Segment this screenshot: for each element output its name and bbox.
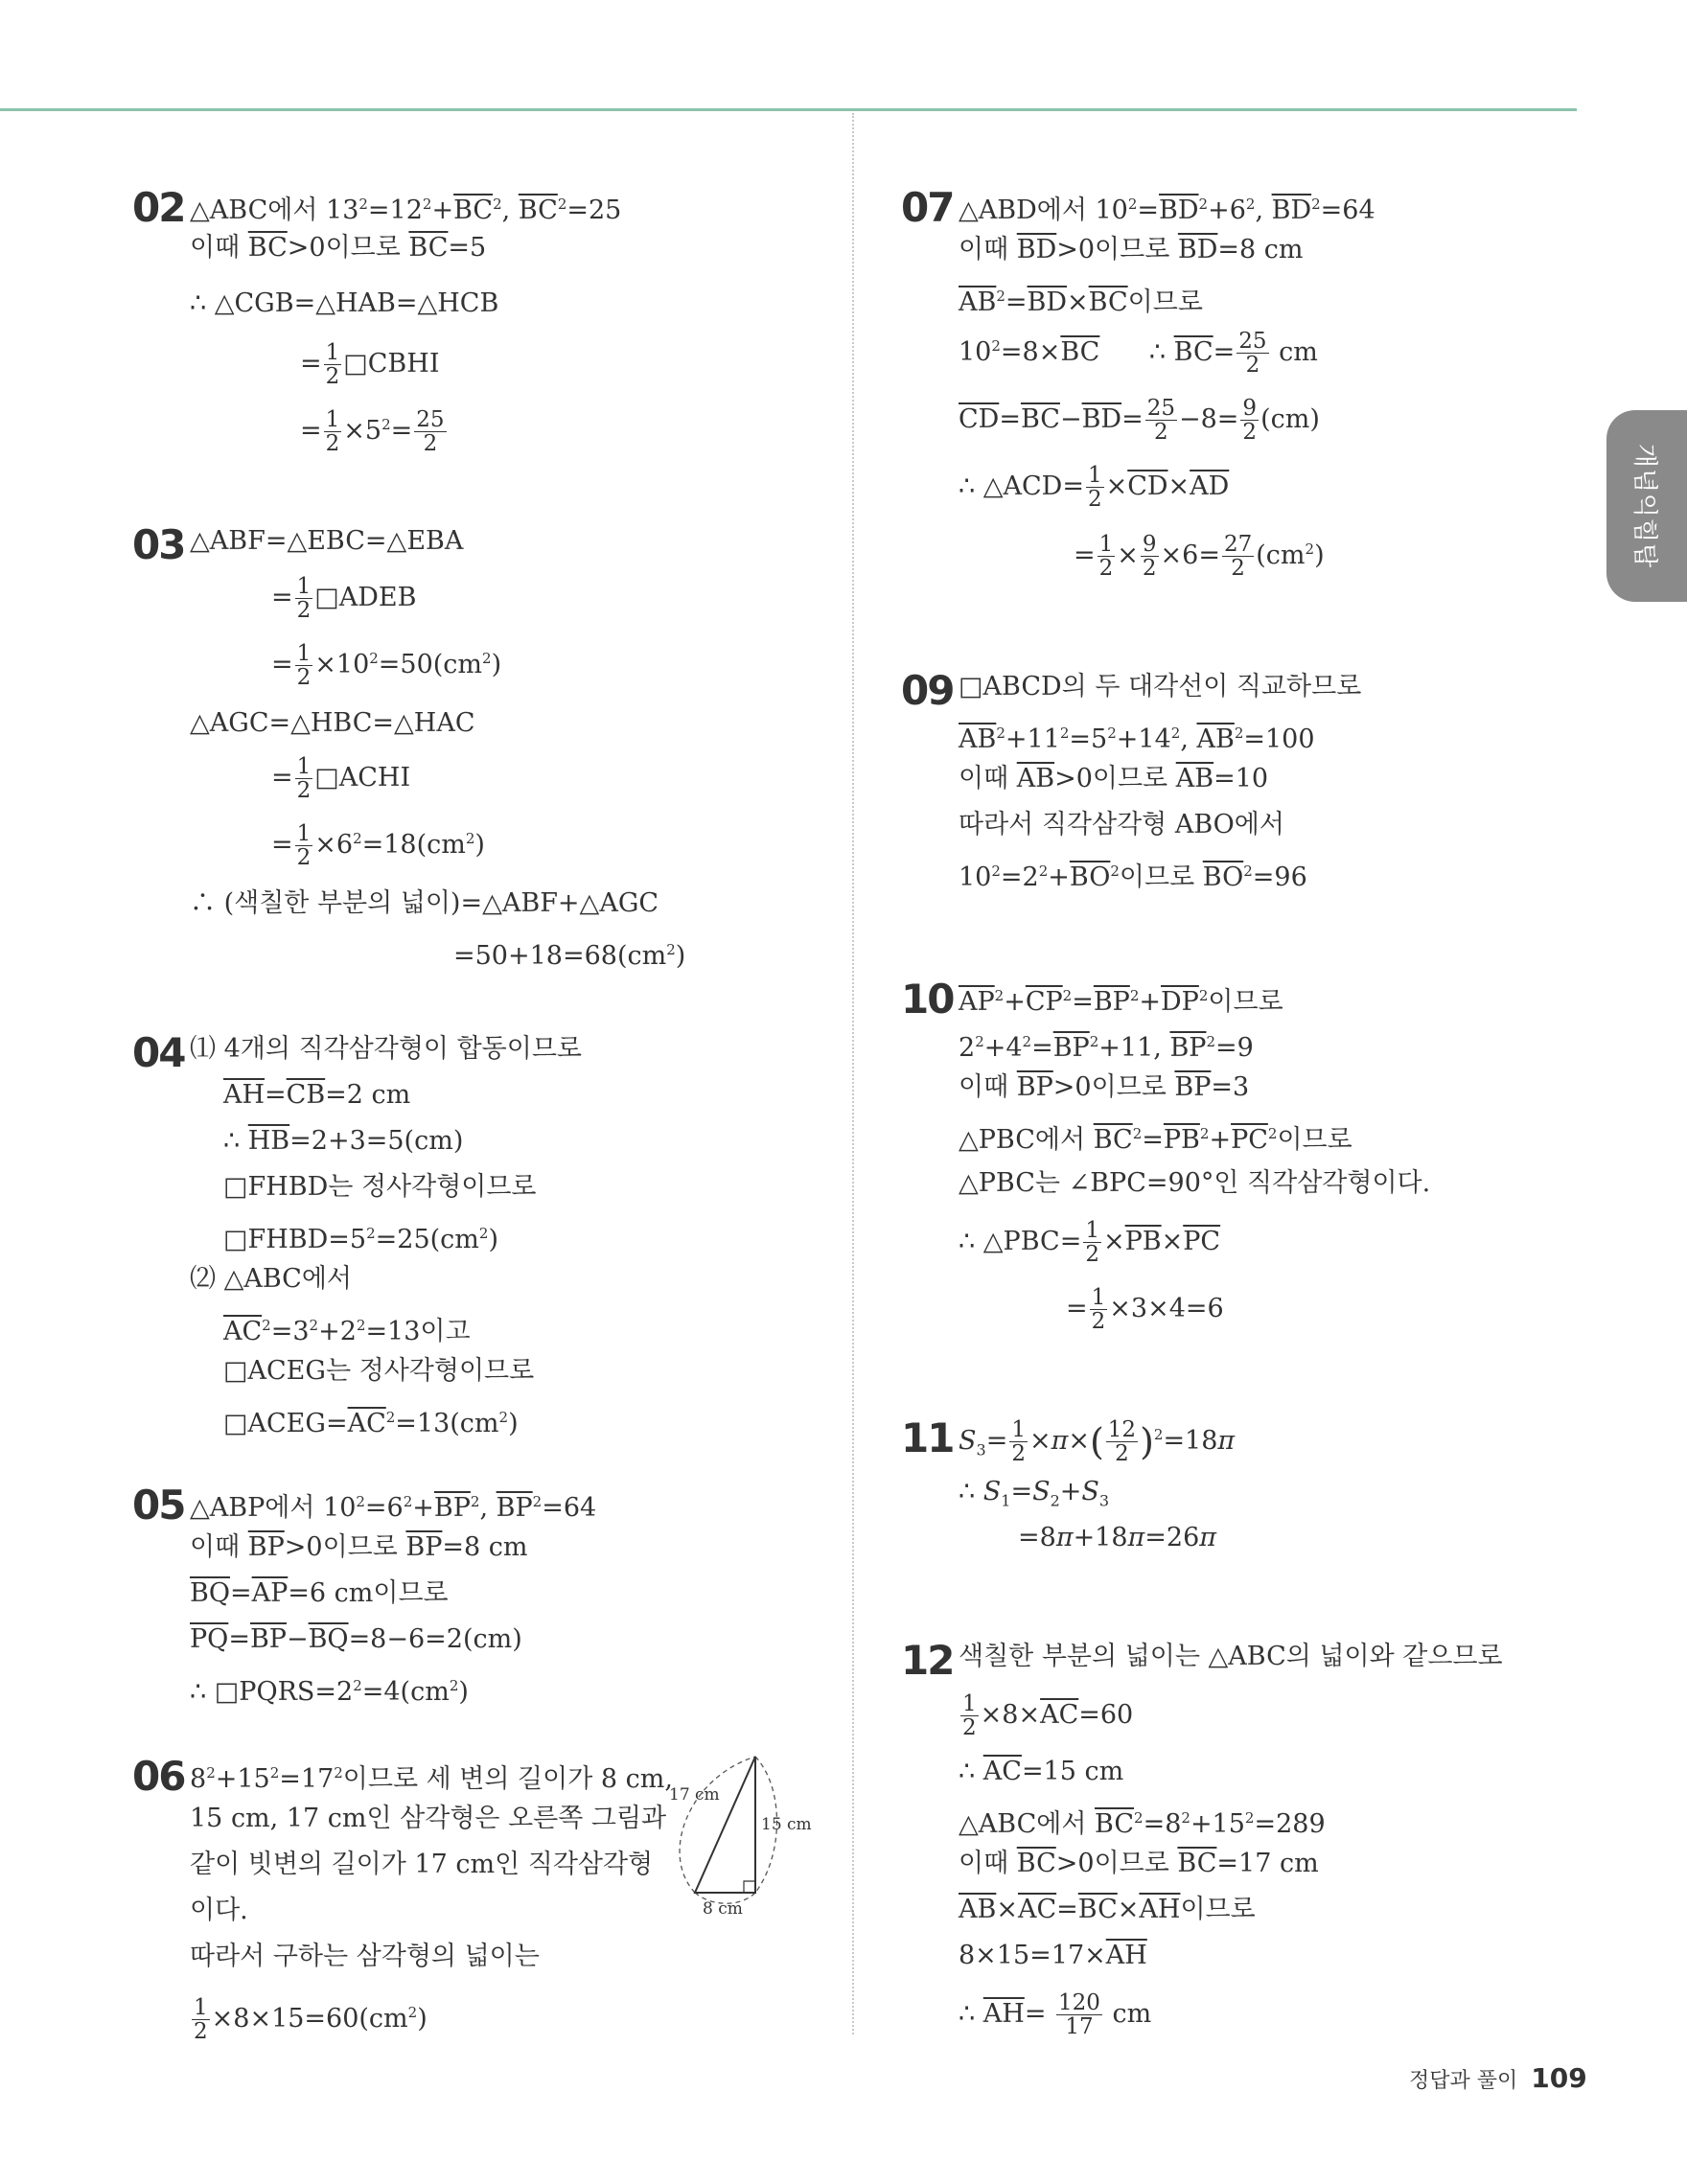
- footer-label: 정답과 풀이: [1409, 2069, 1518, 2093]
- solution-line: = $\frac{1}{2}$ ×3×4=6: [1066, 1285, 1224, 1334]
- solution-line: $\overline{PQ}=\overline{BP}-\overline{BQ}=8-6=2(cm)$: [190, 1624, 522, 1654]
- side-label: 15 cm: [761, 1815, 812, 1834]
- solution-line: △PBC는 ∠BPC=90°인 직각삼각형이다.: [959, 1168, 1431, 1198]
- solution-line: △AGC=△HBC=△HAC: [190, 708, 475, 738]
- solution-line: ∴ △CGB=△HAB=△HCB: [190, 288, 499, 318]
- solution-line: $2^2+4^2=\overline{BP}^2+11$, $\overline{BP}^2=9$: [959, 1033, 1254, 1063]
- solution-line: ∴ $\overline{AC}=15$ cm: [959, 1757, 1124, 1786]
- problem-number: 02: [132, 184, 185, 231]
- solution-line: $\overline{AP}^2+\overline{CP}^2=\overline{BP}^2+\overline{DP}^2$이므로: [959, 987, 1283, 1017]
- header-rule: [0, 108, 1577, 111]
- solution-line: ∴ $S_1=S_2+S_3$: [959, 1477, 1110, 1510]
- problem-number: 05: [132, 1482, 185, 1529]
- hyp-label: 17 cm: [669, 1785, 720, 1805]
- triangle-hypotenuse-arc: [680, 1757, 755, 1893]
- solution-line: 따라서 직각삼각형 ABO에서: [959, 810, 1284, 839]
- solution-line: $\frac{1}{2}$ $\times 8\times 15=60(cm^2)$: [194, 1995, 428, 2044]
- solution-line: 이때 $\overline{BP}>0$이므로 $\overline{BP}=8$ cm: [190, 1532, 528, 1562]
- solution-line: 이때 $\overline{BP}>0$이므로 $\overline{BP}=3$: [959, 1072, 1250, 1102]
- solution-line: 이다.: [190, 1896, 248, 1925]
- column-divider: [852, 113, 854, 2035]
- solution-line: $\overline{AC}^2=3^2+2^2=13$이고: [223, 1317, 471, 1346]
- solution-line: ∴ (색칠한 부분의 넓이)=△ABF+△AGC: [190, 888, 659, 918]
- solution-line: = $\frac{1}{2}$ $\times 5^2=$ $\frac{25}{2}$: [300, 407, 445, 456]
- solution-line: $\overline{AB}^2+11^2=5^2+14^2$, $\overline{AB}^2=100$: [959, 724, 1315, 754]
- triangle-figure: [659, 1749, 822, 1917]
- solution-line: $\overline{CD}=\overline{BC}-\overline{BD}=$ $\frac{25}{2}$ −8= $\frac{9}{2}$ (cm): [959, 396, 1320, 445]
- solution-line: ∴ △PBC= $\frac{1}{2}$ $\times\overline{PB}\times\overline{PC}$: [959, 1218, 1221, 1267]
- solution-line: 이때 $\overline{BC}>0$이므로 $\overline{BC}=17$ cm: [959, 1849, 1319, 1878]
- solution-line: △ABC에서 $\overline{BC}^2=8^2+15^2=289$: [959, 1809, 1326, 1839]
- solution-line: $8\times 15=17\times\overline{AH}$: [959, 1941, 1147, 1970]
- side-tab-label: 개념익힘탑: [1629, 443, 1659, 569]
- solution-line: 같이 빗변의 길이가 17 cm인 직각삼각형: [190, 1850, 654, 1879]
- solution-line: $\frac{1}{2}$ $\times 8\times\overline{AC}=60$: [962, 1691, 1134, 1740]
- solution-line: ∴ $□PQRS=2^2=4(cm^2)$: [190, 1677, 469, 1707]
- solution-line: = $\frac{1}{2}$ $\times 6^2=18(cm^2)$: [271, 821, 485, 870]
- solution-line: ∴ $\overline{AH}=$ $\frac{120}{17}$ cm: [959, 1990, 1152, 2039]
- problem-number: 09: [901, 667, 954, 714]
- side-tab[interactable]: [1606, 410, 1687, 602]
- solution-line: □FHBD는 정사각형이므로: [223, 1172, 537, 1202]
- base-label: 8 cm: [703, 1899, 743, 1917]
- problem-number: 12: [901, 1637, 954, 1684]
- problem-number: 03: [132, 521, 185, 568]
- problem-number: 10: [901, 976, 954, 1023]
- solution-line: $□FHBD=5^2=25(cm^2)$: [223, 1225, 498, 1254]
- solution-line: ∴ $\overline{HB}=2+3=5(cm)$: [223, 1126, 464, 1156]
- solution-line: 색칠한 부분의 넓이는 △ABC의 넓이와 같으므로: [959, 1642, 1503, 1671]
- solution-line: =8π+18π=26π: [1018, 1523, 1217, 1552]
- solution-line: = $\frac{1}{2}$ □ADEB: [271, 574, 417, 623]
- solution-line: $S_3=$ $\frac{1}{2}$ ×π×( $\frac{12}{2}$ )$^2$=18π: [959, 1417, 1236, 1466]
- solution-line: △ABF=△EBC=△EBA: [190, 526, 464, 556]
- solution-line: $10^2=8\times\overline{BC}$ ∴ $\overline{BC}=$ $\frac{25}{2}$ cm: [959, 329, 1318, 378]
- solution-line: ⑵ △ABC에서: [190, 1264, 353, 1294]
- solution-line: □ABCD의 두 대각선이 직교하므로: [959, 672, 1362, 701]
- solution-line: $\overline{AB}^2=\overline{BD}\times\overline{BC}$이므로: [959, 287, 1203, 317]
- problem-number: 04: [132, 1029, 185, 1076]
- solution-line: $\overline{AB}\times\overline{AC}=\overline{BC}\times\overline{AH}$이므로: [959, 1895, 1256, 1924]
- right-triangle: [695, 1757, 755, 1893]
- solution-line: △ABC에서 $13^2=12^2+\overline{BC}^2$, $\overline{BC}^2=25$: [190, 195, 622, 225]
- solution-line: 15 cm, 17 cm인 삼각형은 오른쪽 그림과: [190, 1804, 667, 1833]
- solution-line: $10^2=2^2+\overline{BO}^2$이므로 $\overline{BO}^2=96$: [959, 862, 1307, 892]
- solution-line: $\overline{BQ}=\overline{AP}=6$ cm이므로: [190, 1578, 449, 1608]
- problem-number: 06: [132, 1753, 185, 1800]
- solution-line: △ABD에서 $10^2=\overline{BD}^2+6^2$, $\overline{BD}^2=64$: [959, 195, 1375, 225]
- solution-line: $\overline{AH}=\overline{CB}=2$ cm: [223, 1080, 411, 1110]
- solution-line: = $\frac{1}{2}$ □ACHI: [271, 754, 411, 803]
- solution-line: △PBC에서 $\overline{BC}^2=\overline{PB}^2+\overline{PC}^2$이므로: [959, 1125, 1352, 1155]
- problem-number: 11: [901, 1414, 954, 1461]
- solution-line: ⑴ 4개의 직각삼각형이 합동이므로: [190, 1034, 582, 1064]
- solution-line: 이때 $\overline{AB}>0$이므로 $\overline{AB}=10$: [959, 764, 1269, 793]
- solution-line: △ABP에서 $10^2=6^2+\overline{BP}^2$, $\overline{BP}^2=64$: [190, 1493, 597, 1523]
- solution-line: $=50+18=68(cm^2)$: [453, 941, 686, 971]
- solution-line: = $\frac{1}{2}$ × $\frac{9}{2}$ ×6= $\frac{27}{2}$ $(cm^2)$: [1074, 532, 1325, 581]
- right-angle-mark: [744, 1881, 755, 1893]
- solution-line: $8^2+15^2=17^2$이므로 세 변의 길이가 8 cm,: [190, 1764, 673, 1794]
- solution-line: ∴ △ACD= $\frac{1}{2}$ $\times\overline{CD}\times\overline{AD}$: [959, 463, 1230, 512]
- solution-line: = $\frac{1}{2}$ $\times 10^2=50(cm^2)$: [271, 641, 502, 690]
- problem-number: 07: [901, 184, 954, 231]
- solution-line: 따라서 구하는 삼각형의 넓이는: [190, 1942, 540, 1971]
- page-footer: [1409, 2062, 1587, 2094]
- page-number: 109: [1531, 2062, 1587, 2094]
- solution-line: = $\frac{1}{2}$ □CBHI: [300, 340, 440, 389]
- solution-line: 이때 $\overline{BD}>0$이므로 $\overline{BD}=8$ cm: [959, 235, 1304, 264]
- solution-line: $□ACEG=\overline{AC}^2=13(cm^2)$: [223, 1409, 519, 1438]
- solution-line: 이때 $\overline{BC}>0$이므로 $\overline{BC}=5$: [190, 233, 487, 263]
- solution-line: □ACEG는 정사각형이므로: [223, 1356, 535, 1386]
